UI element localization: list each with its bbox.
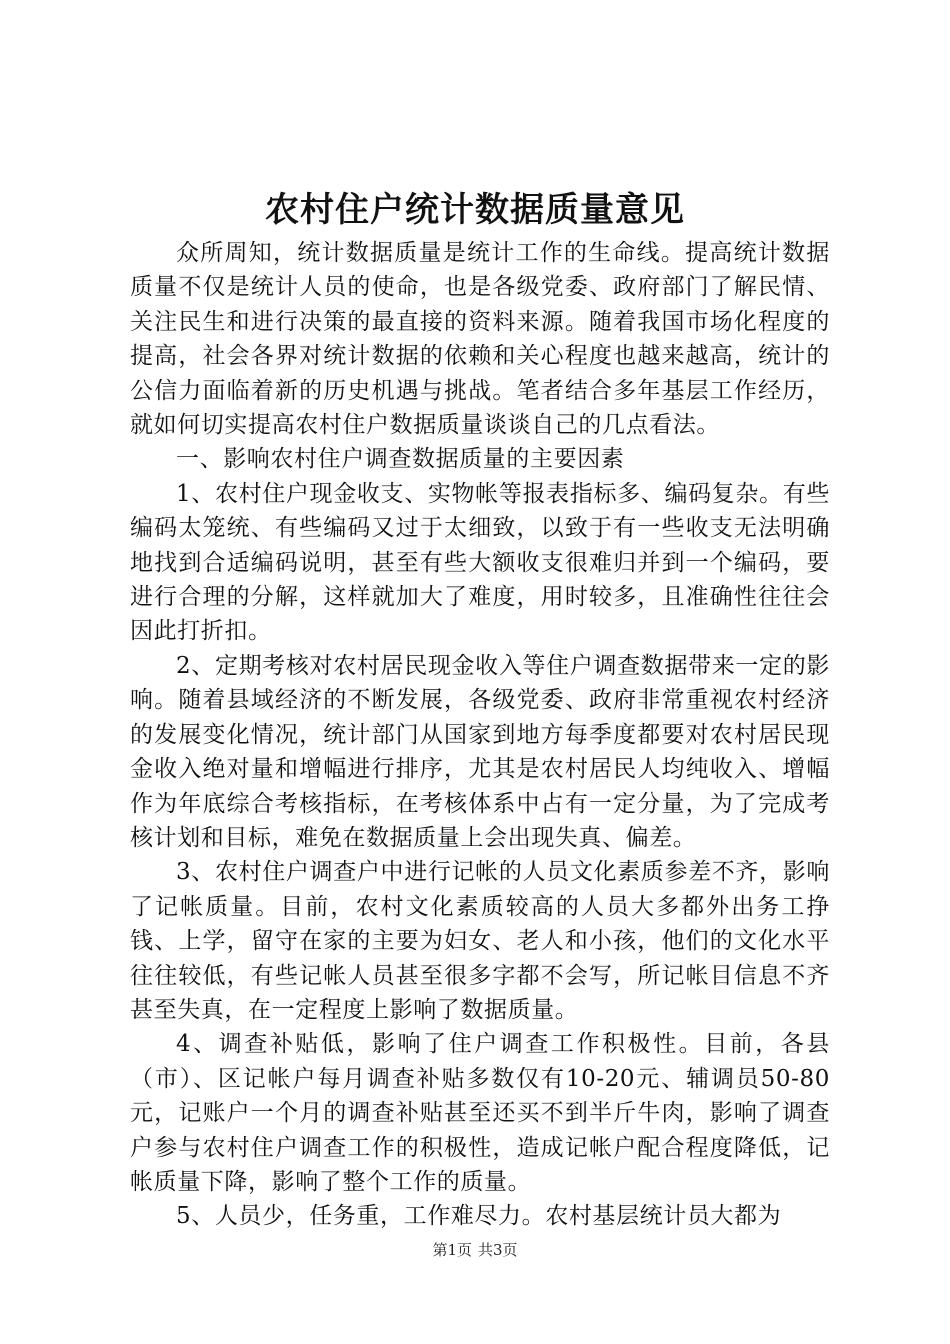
- paragraph-point-2: 2、定期考核对农村居民现金收入等住户调查数据带来一定的影响。随着县域经济的不断发展，各级党委、政府非常重视农村经济的发展变化情况，统计部门从国家到地方每季度都要对农村居民现金收入绝对量和增幅进行排序，尤其是农村居民人均纯收入、增幅作为年底综合考核指标，在考核体系中占有一定分量，为了完成考核计划和目标，难免在数据质量上会出现失真、偏差。: [130, 652, 830, 851]
- section-heading-1: 一、影响农村住户调查数据质量的主要因素: [176, 446, 625, 473]
- paragraph-point-3: 3、农村住户调查户中进行记帐的人员文化素质参差不齐，影响了记帐质量。目前，农村文化素质较高的人员大多都外出务工挣钱、上学，留守在家的主要为妇女、老人和小孩，他们的文化水平往往较低，有些记帐人员甚至很多字都不会写，所记帐目信息不齐甚至失真，在一定程度上影响了数据质量。: [130, 859, 830, 1023]
- document-body: [130, 236, 830, 1234]
- page-footer: [0, 1240, 950, 1260]
- paragraph-point-1: 1、农村住户现金收支、实物帐等报表指标多、编码复杂。有些编码太笼统、有些编码又过于太细致，以致于有一些收支无法明确地找到合适编码说明，甚至有些大额收支很难归并到一个编码，要进行合理的分解，这样就加大了难度，用时较多，且准确性往往会因此打折扣。: [130, 480, 830, 645]
- paragraph-intro: 众所周知，统计数据质量是统计工作的生命线。提高统计数据质量不仅是统计人员的使命，也是各级党委、政府部门了解民情、关注民生和进行决策的最直接的资料来源。随着我国市场化程度的提高，社会各界对统计数据的依赖和关心程度也越来越高，统计的公信力面临着新的历史机遇与挑战。笔者结合多年基层工作经历，就如何切实提高农村住户数据质量谈谈自己的几点看法。: [130, 240, 830, 439]
- page-total: 共3页: [478, 1241, 518, 1259]
- paragraph-point-5: 5、人员少，任务重，工作难尽力。农村基层统计员大都为: [176, 1203, 782, 1230]
- paragraph-point-4: 4、调查补贴低，影响了住户调查工作积极性。目前，各县（市）、区记帐户每月调查补贴多数仅有10-20元、辅调员50-80元，记账户一个月的调查补贴甚至还买不到半斤牛肉，影响了调查户参与农村住户调查工作的积极性，造成记帐户配合程度降低，记帐质量下降，影响了整个工作的质量。: [130, 1031, 830, 1195]
- document-title: 农村住户统计数据质量意见: [265, 190, 685, 230]
- page-number: 第1页: [432, 1241, 472, 1259]
